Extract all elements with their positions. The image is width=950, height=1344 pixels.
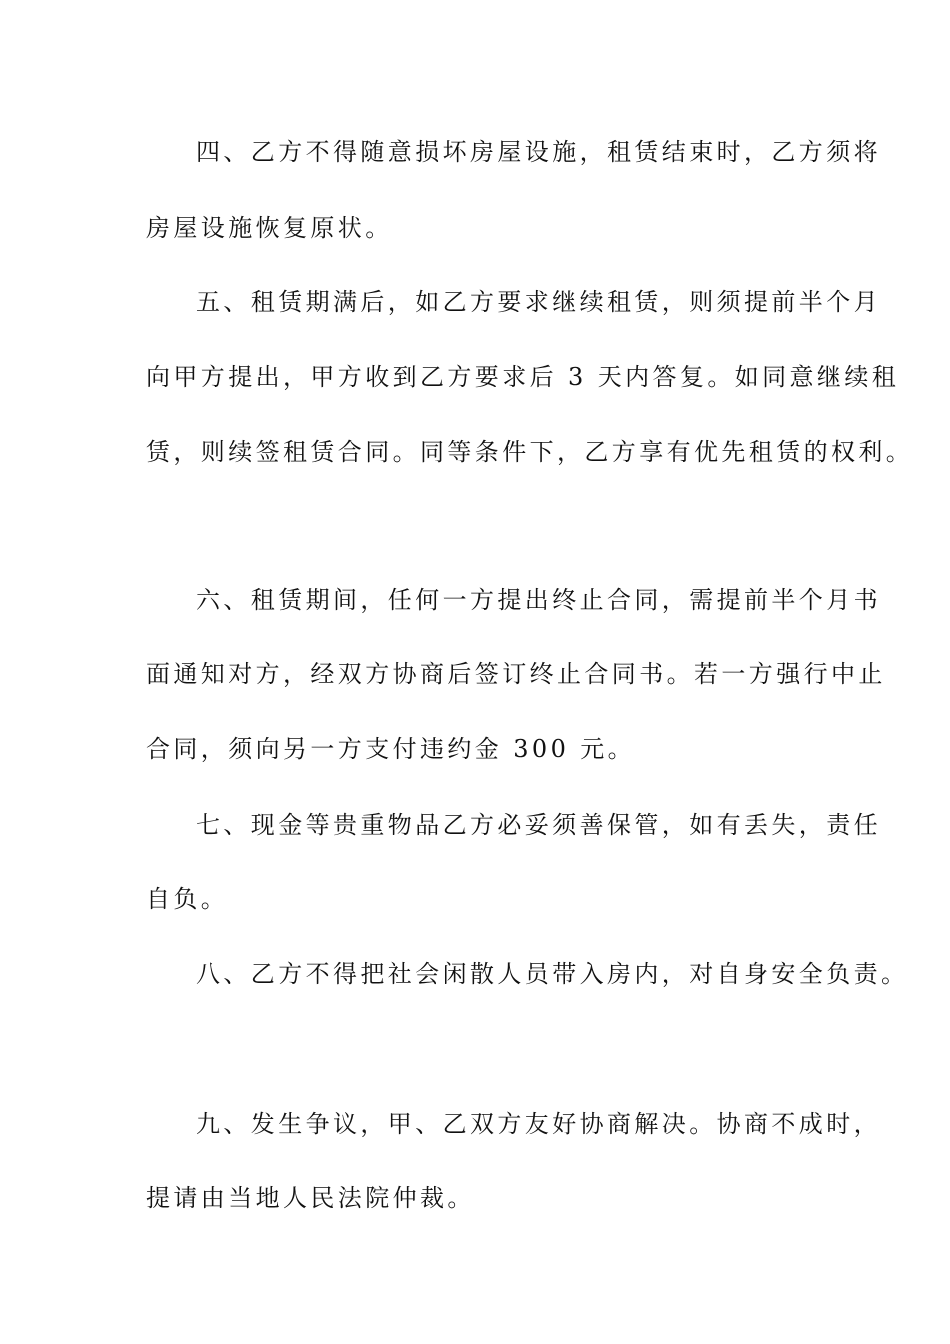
clause-5-line-1: 五、租赁期满后，如乙方要求继续租赁，则须提前半个月 xyxy=(196,288,881,316)
clause-5-line-3: 赁，则续签租赁合同。同等条件下，乙方享有优先租赁的权利。 xyxy=(146,438,914,466)
clause-9-line-1: 九、发生争议，甲、乙双方友好协商解决。协商不成时， xyxy=(196,1110,881,1138)
clause-4-line-1: 四、乙方不得随意损坏房屋设施，租赁结束时，乙方须将 xyxy=(196,138,881,166)
clause-6-line-3: 合同，须向另一方支付违约金 300 元。 xyxy=(146,735,636,763)
clause-6-line-2: 面通知对方，经双方协商后签订终止合同书。若一方强行中止 xyxy=(146,660,886,688)
clause-6-line-1: 六、租赁期间，任何一方提出终止合同，需提前半个月书 xyxy=(196,586,881,614)
clause-7-line-1: 七、现金等贵重物品乙方必妥须善保管，如有丢失，责任 xyxy=(196,811,881,839)
clause-5-line-2: 向甲方提出，甲方收到乙方要求后 3 天内答复。如同意继续租 xyxy=(146,363,900,391)
clause-9-line-2: 提请由当地人民法院仲裁。 xyxy=(146,1184,475,1212)
clause-4-line-2: 房屋设施恢复原状。 xyxy=(146,214,393,242)
clause-7-line-2: 自负。 xyxy=(146,885,229,913)
clause-8-line-1: 八、乙方不得把社会闲散人员带入房内，对自身安全负责。 xyxy=(196,960,909,988)
